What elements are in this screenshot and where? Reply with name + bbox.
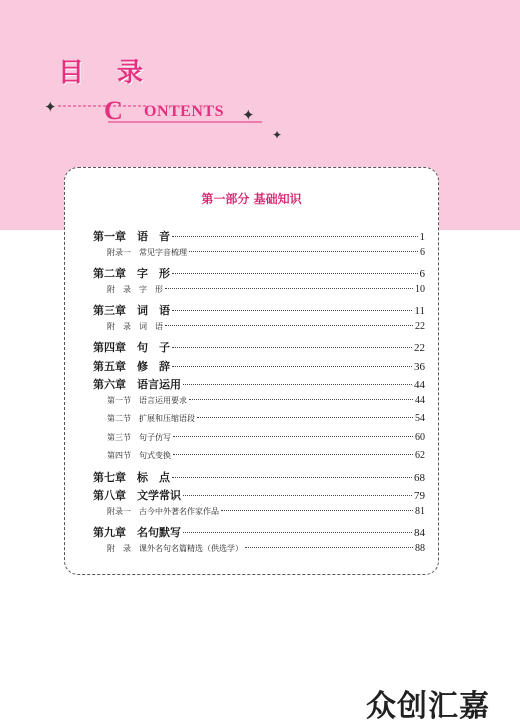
toc-entry-label: 第九章 名句默写 bbox=[93, 526, 181, 539]
toc-subentry[interactable] bbox=[93, 543, 425, 562]
toc-leader-dots bbox=[165, 325, 413, 326]
toc-leader-dots bbox=[173, 436, 413, 437]
toc-entry-label: 附录一 古今中外著名作家作品 bbox=[107, 506, 219, 516]
toc-leader-dots bbox=[183, 384, 412, 385]
toc-page-number: 44 bbox=[414, 379, 425, 391]
toc-chapter-entry[interactable] bbox=[93, 524, 425, 543]
toc-entry-label: 附录一 常见字音梳理 bbox=[107, 247, 187, 257]
toc-chapter-entry[interactable] bbox=[93, 358, 425, 377]
toc-entry-label: 第八章 文学常识 bbox=[93, 489, 181, 502]
watermark: 众创汇嘉 bbox=[366, 689, 490, 724]
toc-entry-label: 附 录 词 语 bbox=[107, 321, 163, 331]
toc-entry-label: 第四节 句式变换 bbox=[107, 451, 171, 460]
toc-leader-dots bbox=[172, 236, 418, 237]
toc-leader-dots bbox=[173, 454, 413, 455]
toc-leader-dots bbox=[172, 310, 412, 311]
toc-entry-label: 附 录 字 形 bbox=[107, 284, 163, 294]
toc-leader-dots bbox=[172, 366, 412, 367]
toc-page-number: 81 bbox=[415, 505, 425, 517]
toc-chapter-entry[interactable] bbox=[93, 487, 425, 506]
toc-subentry[interactable] bbox=[93, 450, 425, 469]
toc-page-number: 11 bbox=[414, 305, 425, 317]
toc-chapter-entry[interactable] bbox=[93, 469, 425, 488]
toc-leader-dots bbox=[165, 288, 413, 289]
toc-leader-dots bbox=[189, 251, 418, 252]
contents-word: ONTENTS bbox=[144, 103, 224, 120]
toc-subentry[interactable] bbox=[93, 432, 425, 451]
toc-page-number: 79 bbox=[414, 490, 425, 502]
toc-leader-dots bbox=[245, 547, 413, 548]
toc-entry-label: 第三章 词 语 bbox=[93, 304, 170, 317]
toc-entry-label: 第一节 语言运用要求 bbox=[107, 395, 187, 405]
sparkle-icon: ✦ bbox=[242, 106, 255, 124]
toc-page-number: 68 bbox=[414, 471, 425, 484]
contents-initial: C bbox=[104, 96, 123, 125]
toc-entry-label: 第三节 句子仿写 bbox=[107, 432, 171, 442]
toc-page-number: 22 bbox=[414, 342, 425, 354]
toc-entry-label: 第七章 标 点 bbox=[93, 470, 170, 484]
toc-entry-label: 第六章 语言运用 bbox=[93, 378, 181, 391]
toc-entry-label: 第一章 语 音 bbox=[93, 230, 170, 243]
toc-leader-dots bbox=[172, 347, 412, 348]
toc-box bbox=[64, 167, 439, 575]
toc-subentry[interactable] bbox=[93, 413, 425, 432]
toc-leader-dots bbox=[172, 273, 418, 274]
toc-list bbox=[93, 228, 425, 561]
toc-chapter-entry[interactable] bbox=[93, 265, 425, 284]
toc-entry-label: 第四章 句 子 bbox=[93, 341, 170, 354]
toc-leader-dots bbox=[172, 477, 412, 478]
toc-subentry[interactable] bbox=[93, 247, 425, 266]
toc-page-number: 88 bbox=[415, 542, 425, 554]
toc-chapter-entry[interactable] bbox=[93, 339, 425, 358]
sparkle-icon: ✦ bbox=[272, 128, 283, 142]
toc-page-number: 54 bbox=[415, 413, 425, 424]
toc-entry-label: 第二节 扩展和压缩语段 bbox=[107, 414, 195, 423]
toc-chapter-entry[interactable] bbox=[93, 302, 425, 321]
toc-leader-dots bbox=[183, 532, 412, 533]
toc-page-number: 62 bbox=[415, 450, 425, 461]
page-title: 目 录 bbox=[58, 58, 156, 88]
sparkle-icon: ✦ bbox=[44, 98, 57, 116]
toc-leader-dots bbox=[183, 495, 412, 496]
toc-chapter-entry[interactable] bbox=[93, 376, 425, 395]
toc-leader-dots bbox=[189, 399, 413, 400]
contents-heading bbox=[44, 96, 284, 142]
toc-subentry[interactable] bbox=[93, 284, 425, 303]
toc-page-number: 36 bbox=[414, 360, 425, 373]
toc-leader-dots bbox=[197, 417, 413, 418]
toc-subentry[interactable] bbox=[93, 321, 425, 340]
toc-page-number: 84 bbox=[414, 527, 425, 539]
toc-page-number: 10 bbox=[415, 283, 425, 295]
toc-leader-dots bbox=[221, 510, 413, 511]
toc-page-number: 44 bbox=[415, 394, 425, 406]
toc-page-number: 6 bbox=[420, 246, 425, 258]
toc-page-number: 6 bbox=[419, 268, 425, 280]
part-title: 第一部分 基础知识 bbox=[201, 192, 302, 206]
toc-entry-label: 附 录 课外名句名篇精选（供选学） bbox=[107, 543, 243, 553]
toc-chapter-entry[interactable] bbox=[93, 228, 425, 247]
toc-entry-label: 第二章 字 形 bbox=[93, 267, 170, 280]
toc-page-number: 22 bbox=[415, 320, 425, 332]
toc-subentry[interactable] bbox=[93, 395, 425, 414]
toc-page-number: 60 bbox=[415, 431, 425, 443]
toc-page-number: 1 bbox=[419, 231, 425, 243]
toc-subentry[interactable] bbox=[93, 506, 425, 525]
toc-entry-label: 第五章 修 辞 bbox=[93, 359, 170, 373]
